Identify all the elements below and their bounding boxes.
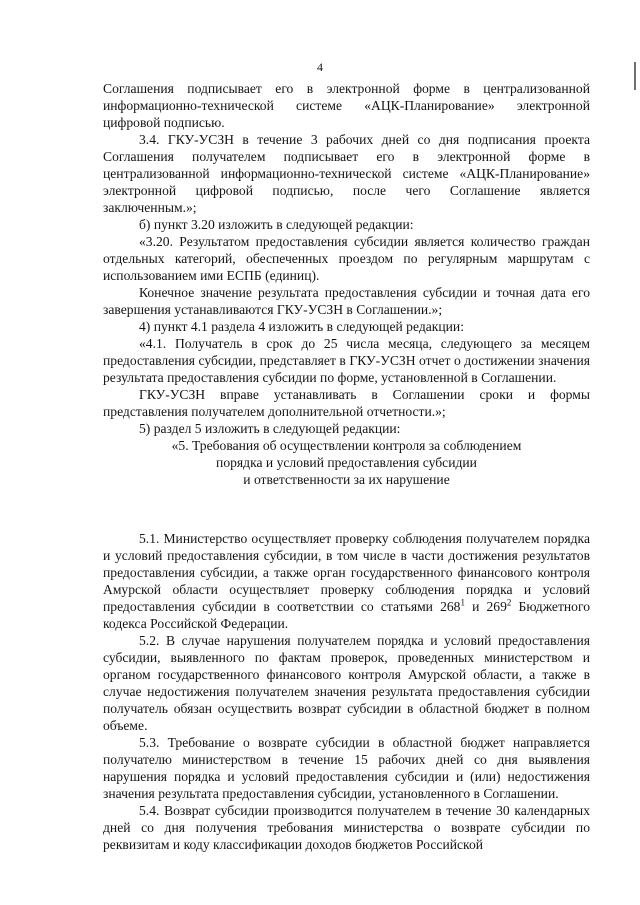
section-heading: [103, 437, 590, 488]
paragraph-9: 5) раздел 5 изложить в следующей редакции:: [139, 421, 401, 436]
paragraph-5-2: 5.2. В случае нарушения получателем порядка и условий предоставления субсидии, выявленного по фактам проверок, проведенных министерством и органом государственного финансового контроля Амурской области, а также в случае недостижения получателем значения результата предоставления субсидии получатель обязан осуществить возврат субсидии в областной бюджет в полном объеме.: [103, 633, 590, 733]
section-heading-line-1: «5. Требования об осуществлении контроля за соблюдением: [171, 438, 522, 453]
paragraph-1: Соглашения подписывает его в электронной форме в централизованной информационно-технической системе «АЦК-Планирование» электронной цифровой подписью.: [103, 81, 590, 130]
p51-text-3: Бюджетного кодекса Российской Федерации.: [103, 599, 590, 631]
document-body: [103, 80, 590, 853]
p51-sup-2: 2: [506, 597, 512, 608]
paragraph-5-1: [103, 530, 590, 632]
p51-text-1: 5.1. Министерство осуществляет проверку соблюдения получателем порядка и условий предоставления субсидии, в том числе в части достижения результатов предоставления субсидии, а также орган государственного финансового контроля Амурской области осуществляет проверку соблюдения порядка и условий предоставления субсидии в соответствии со статьями 268: [103, 531, 590, 614]
paragraph-5: Конечное значение результата предоставления субсидии и точная дата его завершения устанавливаются ГКУ-УСЗН в Соглашении.»;: [103, 285, 590, 317]
paragraph-2: 3.4. ГКУ-УСЗН в течение 3 рабочих дней со дня подписания проекта Соглашения получателем подписывает его в электронной форме в централизованной информационно-технической системе «АЦК-Планирование» электронной цифровой подписью, после чего Соглашение является заключенным.»;: [103, 132, 590, 215]
paragraph-8: ГКУ-УСЗН вправе устанавливать в Соглашении сроки и формы представления получателем дополнительной отчетности.»;: [103, 387, 590, 419]
margin-mark: [634, 62, 636, 90]
paragraph-4: «3.20. Результатом предоставления субсидии является количество граждан отдельных категорий, обеспеченных проездом по регулярным маршрутам с использованием ими ЕСПБ (единиц).: [103, 234, 590, 283]
paragraph-3: б) пункт 3.20 изложить в следующей редакции:: [139, 217, 414, 232]
p51-sup-1: 1: [460, 597, 465, 608]
p51-text-2: и 269: [464, 599, 507, 614]
page-number: 4: [317, 60, 323, 74]
section-heading-line-3: и ответственности за их нарушение: [243, 472, 450, 487]
paragraph-7: «4.1. Получатель в срок до 25 числа месяца, следующего за месяцем предоставления субсидии, представляет в ГКУ-УСЗН отчет о достижении значения результата предоставления субсидии по форме, установленной в Соглашении.: [103, 336, 590, 385]
section-heading-line-2: порядка и условий предоставления субсидии: [216, 455, 477, 470]
paragraph-5-3: 5.3. Требование о возврате субсидии в областной бюджет направляется получателю министерством в течение 15 рабочих дней со дня выявления нарушения порядка и условий предоставления субсидии и (или) недостижения значения результата предоставления субсидии, установленного в Соглашении.: [103, 735, 590, 801]
paragraph-6: 4) пункт 4.1 раздела 4 изложить в следующей редакции:: [139, 319, 464, 334]
paragraph-5-4: 5.4. Возврат субсидии производится получателем в течение 30 календарных дней со дня получения требования министерства о возврате субсидии по реквизитам и коду классификации доходов бюджетов Российской: [103, 803, 590, 852]
